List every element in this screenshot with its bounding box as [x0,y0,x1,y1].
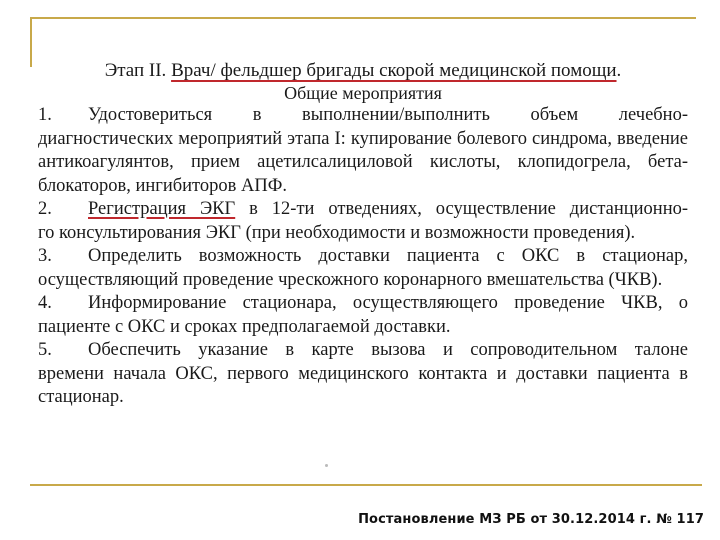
list-item-1 [38,104,688,198]
page-title [38,60,688,82]
list-item-3 [38,245,688,292]
item-number: 3. [38,246,52,266]
item-text-first-line: Обеспечить указание в карте вызова и сопроводительном талоне [88,340,688,360]
title-underlined: Врач/ фельдшер бригады скорой медицинской помощи [171,60,617,81]
item-text-first-line: Информирование стационара, осуществляющего проведение ЧКВ, о [88,293,688,313]
list-item-2 [38,198,688,245]
item-text-rest: в 12-ти отведениях, осуществление дистанционно- [235,199,688,219]
stray-dot [325,464,328,467]
item-text-underlined: Регистрация ЭКГ [88,199,236,219]
item-text-continuation: времени начала ОКС, первого медицинского контакта и доставки пациента в стационар. [38,363,688,407]
item-text-continuation: осуществляющий проведение чрескожного коронарного вмешательства (ЧКВ). [38,269,663,290]
item-text-first-line [88,198,688,222]
item-text-continuation: пациенте с ОКС и сроках предполагаемой доставки. [38,316,451,337]
slide-frame-bottom-line [30,484,702,486]
section-subtitle: Общие мероприятия [284,83,442,103]
item-text-first-line: Определить возможность доставки пациента с ОКС в стационар, [88,246,688,266]
item-text-first-line: Удостовериться в выполнении/выполнить объем лечебно- [88,105,688,125]
item-number: 2. [38,199,52,219]
item-number: 4. [38,293,52,313]
list-item-4 [38,292,688,339]
title-suffix: . [616,60,622,81]
item-number: 5. [38,340,52,360]
document-body [38,60,688,410]
list-item-5 [38,339,688,410]
item-number: 1. [38,105,52,125]
slide-frame-top-line [30,17,696,19]
source-citation: Постановление МЗ РБ от 30.12.2014 г. № 117 [358,512,704,527]
item-text-continuation: го консультирования ЭКГ (при необходимости и возможности проведения). [38,222,636,243]
slide-frame-left-line [30,17,32,67]
item-text-continuation: диагностических мероприятий этапа I: купирование болевого синдрома, введение антикоагулянтов, прием ацетилсалициловой кислоты, клопидогрела, бета-блокаторов, ингибиторов АПФ. [38,128,688,196]
title-prefix: Этап II. [104,60,172,81]
